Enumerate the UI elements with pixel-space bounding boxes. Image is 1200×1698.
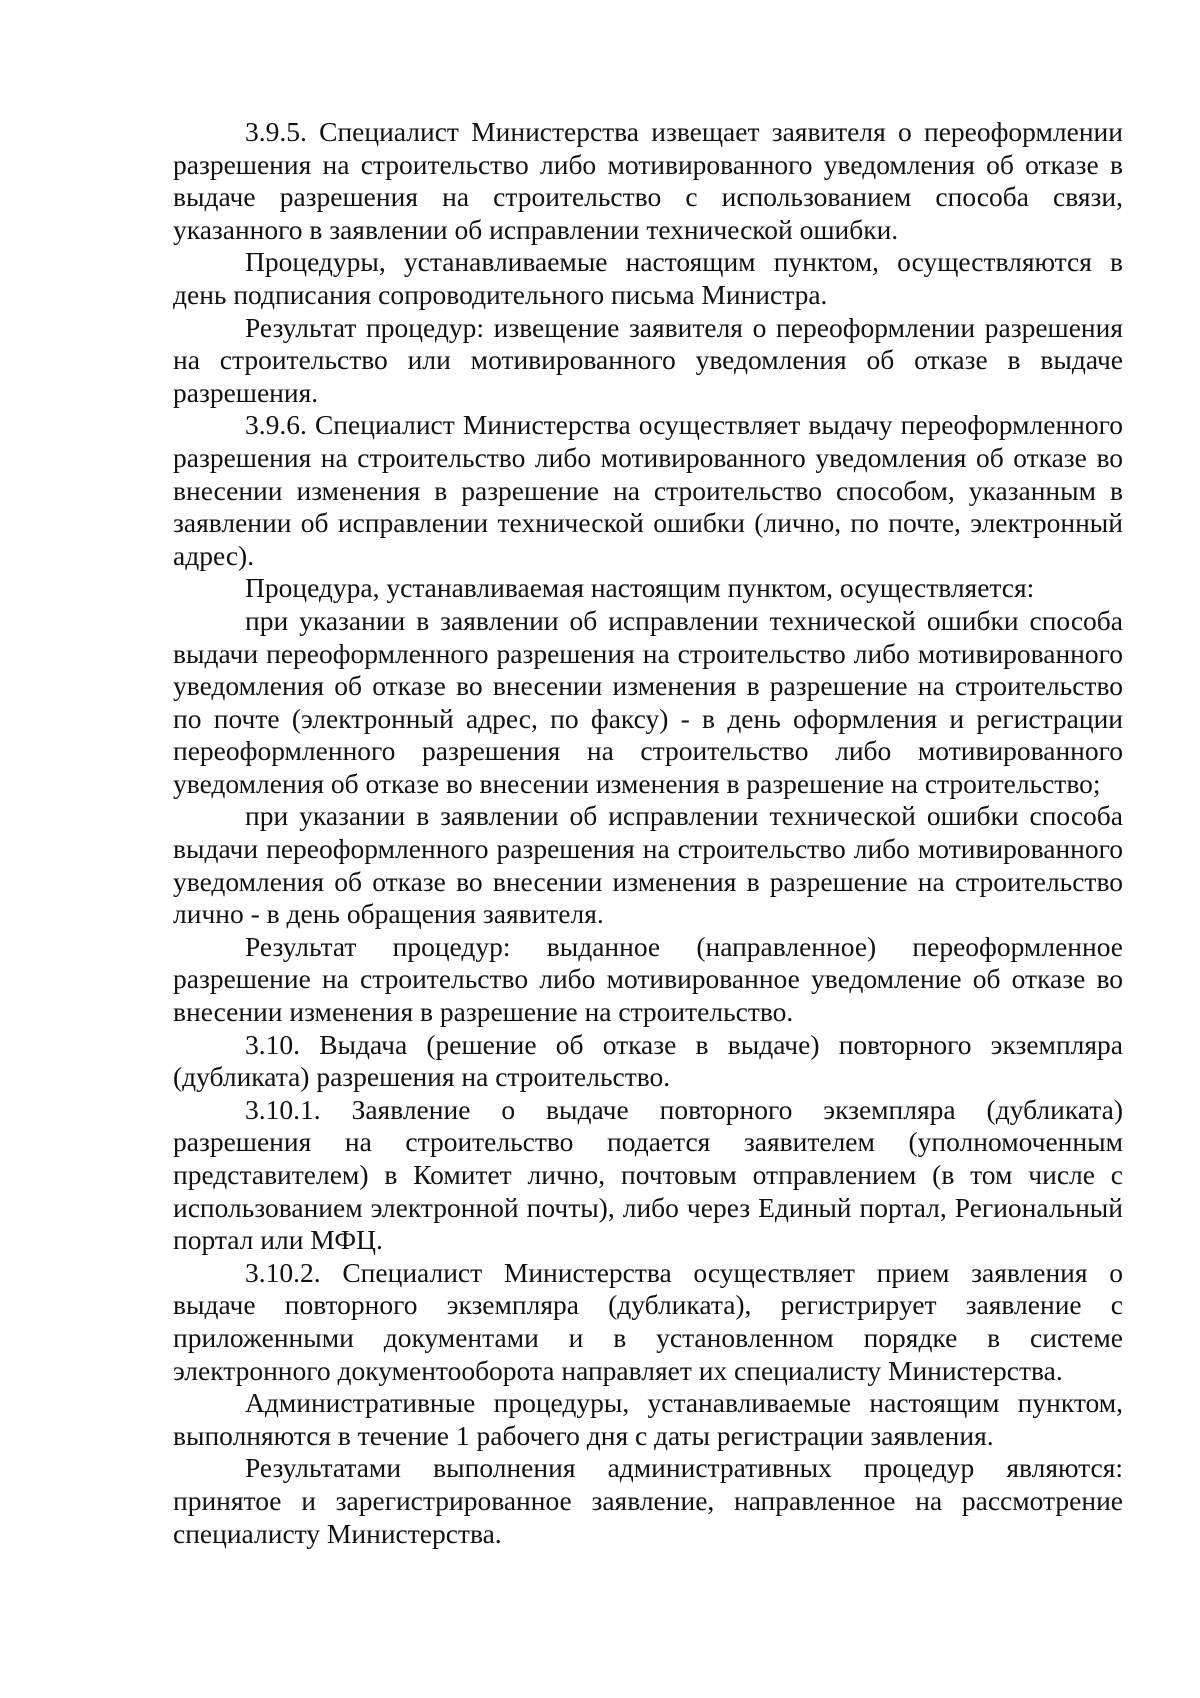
paragraph-procedure-intro: Процедура, устанавливаемая настоящим пунктом, осуществляется:: [245, 572, 1035, 604]
paragraph-by-mail: при указании в заявлении об исправлении технической ошибки способа выдачи переоформленного разрешения на строительство либо мотивированного уведомления об отказе во внесении изменения в разрешение на строительство по почте (электронный адрес, по факсу) - в день оформления и регистрации переоформленного разрешения на строительство либо мотивированного уведомления об отказе во внесении изменения в разрешение на строительство;: [173, 604, 1123, 799]
paragraph-3-10: 3.10. Выдача (решение об отказе в выдаче) повторного экземпляра (дубликата) разрешения на строительство.: [173, 1028, 1123, 1093]
paragraph-3-9-6: 3.9.6. Специалист Министерства осуществляет выдачу переоформленного разрешения на строительство либо мотивированного уведомления об отказе во внесении изменения в разрешение на строительство способом, указанным в заявлении об исправлении технической ошибки (лично, по почте, электронный адрес).: [173, 409, 1123, 571]
paragraph-in-person: при указании в заявлении об исправлении технической ошибки способа выдачи переоформленного разрешения на строительство либо мотивированного уведомления об отказе во внесении изменения в разрешение на строительство лично - в день обращения заявителя.: [173, 800, 1123, 930]
paragraph-admin-results: Результатами выполнения административных процедур являются: принятое и зарегистрированное заявление, направленное на рассмотрение специалисту Министерства.: [173, 1452, 1123, 1549]
paragraph-3-9-5: 3.9.5. Специалист Министерства извещает заявителя о переоформлении разрешения на строительство либо мотивированного уведомления об отказе в выдаче разрешения на строительство с использованием способа связи, указанного в заявлении об исправлении технической ошибки.: [173, 116, 1123, 245]
paragraph-3-10-2: 3.10.2. Специалист Министерства осуществляет прием заявления о выдаче повторного экземпляра (дубликата), регистрирует заявление с приложенными документами и в установленном порядке в системе электронного документооборота направляет их специалисту Министерства.: [173, 1256, 1123, 1386]
paragraph-procedures-timing: Процедуры, устанавливаемые настоящим пунктом, осуществляются в день подписания сопроводительного письма Министра.: [173, 246, 1123, 310]
paragraph-result-issued: Результат процедур: выданное (направленное) переоформленное разрешение на строительство либо мотивированное уведомление об отказе во внесении изменения в разрешение на строительство.: [173, 930, 1123, 1028]
paragraph-result-notification: Результат процедур: извещение заявителя о переоформлении разрешения на строительство или мотивированного уведомления об отказе в выдаче разрешения.: [173, 311, 1123, 408]
paragraph-admin-procedures: Административные процедуры, устанавливаемые настоящим пунктом, выполняются в течение 1 рабочего дня с даты регистрации заявления.: [173, 1387, 1123, 1451]
paragraph-3-10-1: 3.10.1. Заявление о выдаче повторного экземпляра (дубликата) разрешения на строительство подается заявителем (уполномоченным представителем) в Комитет лично, почтовым отправлением (в том числе с использованием электронной почты), либо через Единый портал, Региональный портал или МФЦ.: [173, 1093, 1123, 1256]
document-body: [173, 116, 1123, 1550]
